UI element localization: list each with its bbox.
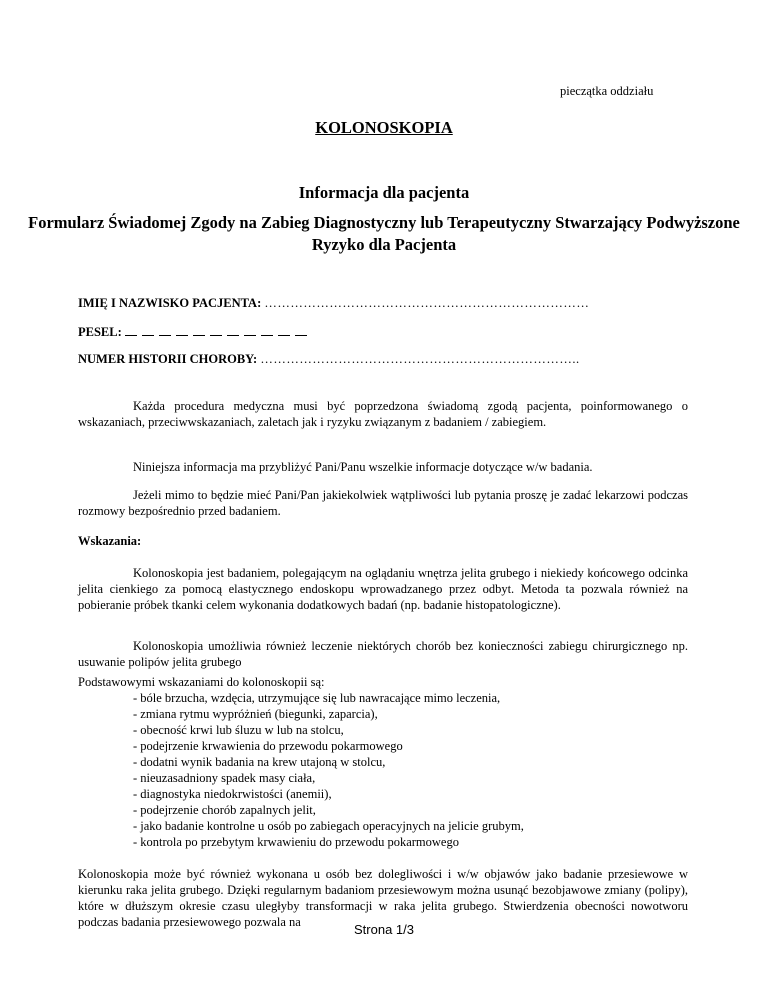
screening-paragraph: Kolonoskopia może być również wykonana u osób bez dolegliwości i w/w objawów jako badanie przesiewowe w kierunku raka jelita grubego. Dzięki regularnym badaniom przesiewowym można usunąć bezobjawowe zmiany (polipy), które w dłuższym okresie czasu uległyby transformacji w raka jelita grubego. Stwierdzenia obecności nowotworu podczas badania przesiewowego pozwala na bbox=[78, 867, 688, 929]
list-item: - zmiana rytmu wypróżnień (biegunki, zaparcia), bbox=[133, 707, 378, 721]
indications-heading: Wskazania: bbox=[78, 534, 142, 548]
document-title: KOLONOSKOPIA bbox=[315, 118, 453, 137]
form-title: Formularz Świadomej Zgody na Zabieg Diagnostyczny lub Terapeutyczny Stwarzający Podwyższone Ryzyko dla Pacjenta bbox=[28, 213, 740, 254]
list-item: - nieuzasadniony spadek masy ciała, bbox=[133, 771, 316, 785]
indications-list bbox=[133, 690, 524, 850]
list-item: - podejrzenie krwawienia do przewodu pokarmowego bbox=[133, 739, 403, 753]
main-indications-intro: Podstawowymi wskazaniami do kolonoskopii są: bbox=[78, 675, 325, 689]
list-item: - podejrzenie chorób zapalnych jelit, bbox=[133, 803, 316, 817]
list-item: - jako badanie kontrolne u osób po zabiegach operacyjnych na jelicie grubym, bbox=[133, 819, 524, 833]
list-item: - kontrola po przebytym krwawieniu do przewodu pokarmowego bbox=[133, 835, 459, 849]
stamp-label: pieczątka oddziału bbox=[560, 84, 654, 98]
pesel-input[interactable] bbox=[125, 325, 312, 339]
pesel-label: PESEL: bbox=[78, 325, 122, 339]
intro-paragraph: Każda procedura medyczna musi być poprzedzona świadomą zgodą pacjenta, poinformowanego o wskazaniach, przeciwwskazaniach, zaletach jak i ryzyku związanym z badaniem / zabiegiem. bbox=[78, 399, 688, 429]
patient-name-field bbox=[78, 296, 589, 311]
list-item: - obecność krwi lub śluzu w lub na stolcu, bbox=[133, 723, 344, 737]
purpose-paragraph: Niniejsza informacja ma przybliżyć Pani/Panu wszelkie informacje dotyczące w/w badania. bbox=[133, 460, 593, 474]
list-item: - diagnostyka niedokrwistości (anemii), bbox=[133, 787, 332, 801]
list-item: - dodatni wynik badania na krew utajoną w stolcu, bbox=[133, 755, 386, 769]
patient-name-input[interactable]: ………………………………………………………………… bbox=[264, 296, 590, 310]
page-number: Strona 1/3 bbox=[354, 922, 414, 937]
history-number-field bbox=[78, 352, 580, 367]
info-title: Informacja dla pacjenta bbox=[298, 183, 470, 202]
description-paragraph: Kolonoskopia jest badaniem, polegającym na oglądaniu wnętrza jelita grubego i niekiedy końcowego odcinka jelita cienkiego za pomocą elastycznego endoskopu wprowadzanego przez odbyt. Metoda ta pozwala również na pobieranie próbek tkanki celem wykonania dodatkowych badań (np. badanie histopatologiczne). bbox=[78, 566, 688, 612]
patient-name-label: IMIĘ I NAZWISKO PACJENTA: bbox=[78, 296, 262, 310]
history-number-label: NUMER HISTORII CHOROBY: bbox=[78, 352, 258, 366]
history-number-input[interactable]: ……………………………………………………………….. bbox=[260, 352, 580, 366]
pesel-field bbox=[78, 325, 312, 340]
treatment-paragraph: Kolonoskopia umożliwia również leczenie niektórych chorób bez konieczności zabiegu chirurgicznego np. usuwanie polipów jelita grubego bbox=[78, 639, 688, 669]
questions-paragraph: Jeżeli mimo to będzie mieć Pani/Pan jakiekolwiek wątpliwości lub pytania proszę je zadać lekarzowi podczas rozmowy bezpośrednio przed badaniem. bbox=[78, 488, 688, 518]
list-item: - bóle brzucha, wzdęcia, utrzymujące się lub nawracające mimo leczenia, bbox=[133, 691, 501, 705]
